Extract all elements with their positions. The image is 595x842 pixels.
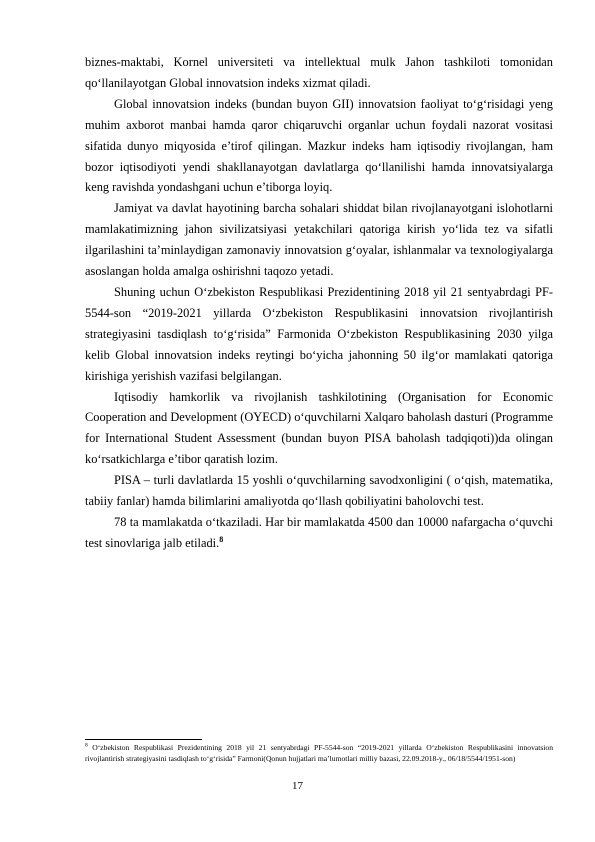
paragraph-2: Global innovatsion indeks (bundan buyon GII) innovatsion faoliyat to‘g‘risidagi yeng muhim axborot manbai hamda qaror chiqaruvchi organlar uchun foydali nazorat vositasi sifatida dunyo miqyosida e’tirof qilingan. Mazkur indeks ham iqtisodiy rivojlangan, ham bozor iqtisodiyoti yendi shakllanayotgan davlatlarga qo‘llanilishi hamda innovatsiyalarga keng ravishda yondashgani uchun e’tiborga loyiq. xyxy=(85,96,553,195)
page-number: 17 xyxy=(292,780,303,792)
paragraph-1: biznes-maktabi, Kornel universiteti va intellektual mulk Jahon tashkiloti tomonidan qo‘llanilayotgan Global innovatsion indeks xizmat qiladi. xyxy=(85,55,553,90)
paragraph-4: Shuning uchun O‘zbekiston Respublikasi Prezidentining 2018 yil 21 sentyabrdagi PF-5544-son “2019-2021 yillarda O‘zbekiston Respublikasini innovatsion rivojlantirish strategiyasini tasdiqlash to‘g‘risida” Farmonida O‘zbekiston Respublikasining 2030 yilga kelib Global innovatsion indeks reytingi bo‘yicha jahonning 50 ilg‘or mamlakati qatoriga kirishiga yerishish vazifasi belgilangan. xyxy=(85,284,553,383)
body-text xyxy=(85,52,553,554)
paragraph-6: PISA – turli davlatlarda 15 yoshli o‘quvchilarning savodxonligini ( o‘qish, matematika, tabiiy fanlar) hamda bilimlarini amaliyotda qo‘llash qobiliyatini baholovchi test. xyxy=(85,473,553,509)
footnote-marker: 8 xyxy=(85,742,88,749)
footnote xyxy=(85,743,553,764)
footnote-text: O‘zbekiston Respublikasi Prezidentining 2018 yil 21 sentyabrdagi PF-5544-son “2019-2021 yillarda O‘zbekiston Respublikasini innovatsion rivojlantirish strategiyasini tasdiqlash to‘g‘risida” Farmoni(Qonun hujjatlari ma’lumotlari milliy bazasi, 22.09.2018-y., 06/18/5544/1951-son) xyxy=(85,743,553,763)
footnote-reference[interactable]: 8 xyxy=(219,534,224,544)
paragraph-3: Jamiyat va davlat hayotining barcha sohalari shiddat bilan rivojlanayotgani islohotlarni mamlakatimizning jahon sivilizatsiyasi yetakchilari qatoriga kirish yo‘lida tez va sifatli ilgarilashini ta’minlaydigan zamonaviy innovatsion g‘oyalar, ishlanmalar va texnologiyalarga asoslangan holda amalga oshirishni taqozo yetadi. xyxy=(85,201,553,279)
paragraph-7 xyxy=(85,512,553,554)
paragraph-5: Iqtisodiy hamkorlik va rivojlanish tashkilotining (Organisation for Economic Cooperation and Development (OYECD) o‘quvchilarni Xalqaro baholash dasturi (Programme for International Student Assessment (bundan buyon PISA baholash tadqiqoti))da olingan ko‘rsatkichlarga e’tibor qaratish lozim. xyxy=(85,389,553,467)
paragraph-7-text: 78 ta mamlakatda o‘tkaziladi. Har bir mamlakatda 4500 dan 10000 nafargacha o‘quvchi test sinovlariga jalb etiladi. xyxy=(85,514,553,550)
footnote-separator xyxy=(85,739,202,740)
